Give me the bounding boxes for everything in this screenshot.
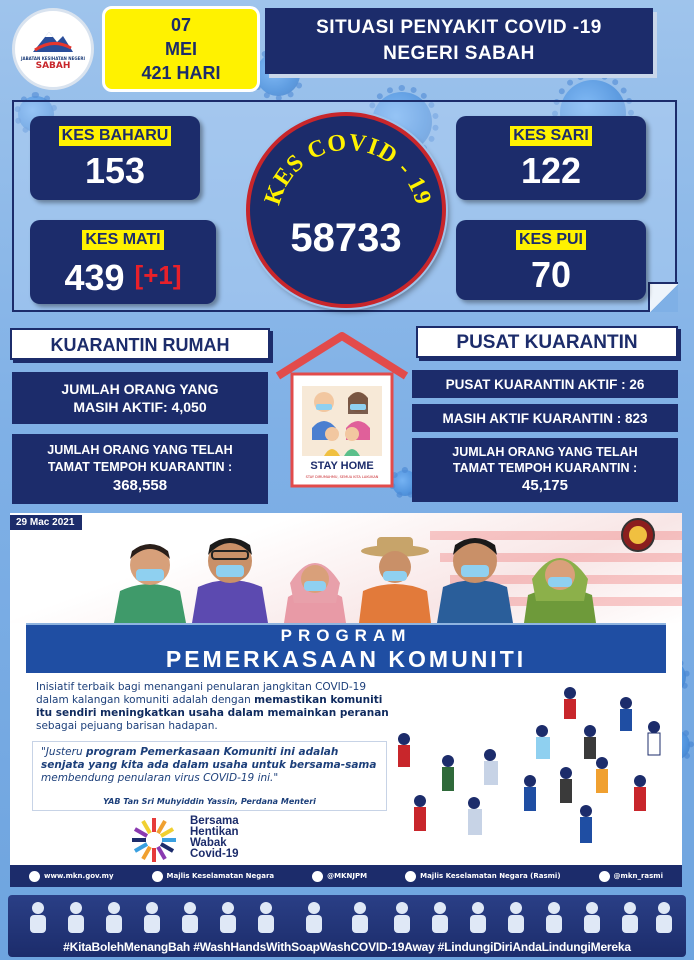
kes-mati-label: KES MATI [82, 230, 163, 250]
kes-mati-increment: [+1] [134, 260, 182, 290]
brand-line-4: Covid-19 [190, 848, 239, 860]
page-fold-corner [648, 282, 678, 312]
community-person-icon [110, 533, 190, 623]
quote-author: YAB Tan Sri Muhyiddin Yassin, Perdana Menteri [103, 797, 316, 806]
social-tw-text: @MKNJPM [327, 872, 368, 880]
social-fb-text: Majlis Keselamatan Negara [166, 872, 275, 880]
rumah-tamat-label-2: TAMAT TEMPOH KUARANTIN : [47, 460, 233, 474]
pusat-kuarantin-title: PUSAT KUARANTIN [416, 326, 678, 358]
date-box [102, 6, 260, 92]
kes-pui-value: 70 [530, 254, 572, 295]
twitter-icon [312, 871, 323, 882]
community-person-icon [355, 531, 435, 623]
rumah-tamat-box [12, 434, 268, 504]
poster-date: 29 Mac 2021 [10, 515, 82, 530]
rumah-tamat-value: 368,558 [112, 477, 168, 494]
social-web[interactable] [29, 871, 114, 882]
program-title-1: PROGRAM [280, 626, 412, 645]
social-instagram[interactable] [599, 871, 663, 882]
page-title [265, 8, 653, 74]
pusat-aktif-value: 26 [629, 376, 645, 392]
rumah-tamat-label-1: JUMLAH ORANG YANG TELAH [47, 443, 233, 457]
title-line-1: SITUASI PENYAKIT COVID -19 [316, 17, 602, 38]
pusat-tamat-label-2: TAMAT TEMPOH KUARANTIN : [452, 461, 638, 475]
stay-home-illustration [272, 330, 412, 490]
pusat-tamat-box [412, 438, 678, 502]
sunburst-icon [122, 816, 186, 862]
social-telegram[interactable] [405, 871, 560, 882]
pusat-aktif-label: PUSAT KUARANTIN AKTIF : [445, 376, 626, 392]
social-facebook[interactable] [152, 871, 275, 882]
facebook-icon [152, 871, 163, 882]
para-text-2: sebagai pejuang barisan hadapan. [36, 720, 218, 732]
frontliners-illustration [390, 681, 680, 861]
brand-line-2: Hentikan [190, 826, 239, 838]
pusat-masih-label: MASIH AKTIF KUARANTIN : [442, 410, 622, 426]
kes-pui-label: KES PUI [516, 230, 586, 250]
kes-baharu-label: KES BAHARU [59, 126, 172, 146]
jkn-sabah-logo [12, 8, 94, 90]
mountain-icon [31, 28, 75, 54]
community-person-icon [435, 523, 515, 623]
rumah-aktif-label-2: MASIH AKTIF: [73, 399, 168, 415]
pemerkasaan-komuniti-poster [10, 513, 682, 887]
community-person-icon [520, 537, 600, 623]
kes-covid-circle [246, 112, 446, 308]
kes-mati-card [30, 220, 216, 304]
title-line-2: NEGERI SABAH [383, 43, 535, 64]
social-ig-text: @mkn_rasmi [613, 872, 663, 880]
kes-baharu-value: 153 [84, 150, 146, 191]
social-twitter[interactable] [312, 871, 367, 882]
kuarantin-rumah-title: KUARANTIN RUMAH [10, 328, 270, 360]
kes-covid-label: KES COVID - 19 [259, 129, 437, 209]
social-tg-text: Majlis Keselamatan Negara (Rasmi) [420, 872, 561, 880]
kes-covid-value: 58733 [290, 216, 402, 260]
instagram-icon [599, 871, 610, 882]
logo-org-text: JABATAN KESIHATAN NEGERI [21, 55, 85, 61]
stay-home-title: STAY HOME [310, 460, 374, 472]
svg-text:KES COVID - 19 [260, 130, 436, 209]
bersama-hentikan-logo [122, 816, 322, 862]
globe-icon [29, 871, 40, 882]
kes-sari-label: KES SARI [510, 126, 592, 146]
logo-name: SABAH [35, 60, 71, 71]
initiative-paragraph [36, 681, 396, 733]
kes-sari-card [456, 116, 646, 200]
telegram-icon [405, 871, 416, 882]
stay-home-subtitle: STAY DIRUMAHMU, SEMUA KITA LAKUKAN [305, 475, 379, 479]
pusat-tamat-label-1: JUMLAH ORANG YANG TELAH [452, 445, 638, 459]
quote-text-1: "Justeru [41, 746, 83, 758]
program-banner [26, 623, 666, 673]
social-bar [10, 865, 682, 887]
frontliner-silhouettes-icon [18, 899, 676, 935]
days-count: 421 HARI [141, 63, 221, 83]
date-month: MEI [164, 39, 197, 59]
para-bold: memastikan komuniti itu sendiri meningkatkan usaha dalam memainkan peranan [36, 694, 389, 719]
pusat-aktif-box [412, 370, 678, 398]
community-person-icon [190, 523, 270, 623]
pusat-masih-value: 823 [624, 410, 648, 426]
rumah-aktif-value: 4,050 [171, 399, 207, 415]
quote-text-2: membendung penularan virus COVID-19 ini." [41, 772, 279, 784]
rumah-aktif-label-1: JUMLAH ORANG YANG [61, 381, 219, 397]
rumah-aktif-box [12, 372, 268, 424]
brand-line-1: Bersama [190, 815, 239, 827]
kes-sari-value: 122 [520, 150, 582, 191]
kes-mati-value: 439 [64, 257, 125, 298]
pusat-tamat-value: 45,175 [522, 477, 568, 494]
hashtags-text: #KitaBolehMenangBah #WashHandsWithSoapWashCOVID-19Away #LindungiDiriAndaLindungiMereka [63, 940, 631, 954]
program-title-2: PEMERKASAAN KOMUNITI [165, 646, 527, 672]
community-person-icon [280, 543, 350, 623]
pusat-masih-box [412, 404, 678, 432]
kes-pui-card [456, 220, 646, 300]
hashtag-footer [8, 895, 686, 957]
poster-illustration [10, 513, 682, 623]
social-web-text: www.mkn.gov.my [44, 872, 114, 880]
kes-baharu-card [30, 116, 200, 200]
kes-covid-arc-label [250, 116, 442, 304]
mkn-emblem-icon [620, 517, 656, 553]
date-day: 07 [170, 15, 192, 35]
quote-bold: program Pemerkasaan Komuniti ini adalah senjata yang kita ada dalam usaha untuk bersama-sama [41, 746, 377, 771]
brand-line-3: Wabak [190, 837, 227, 849]
para-text-1: Inisiatif terbaik bagi menangani penularan jangkitan COVID-19 dalam kalangan komuniti adalah dengan [36, 681, 367, 706]
